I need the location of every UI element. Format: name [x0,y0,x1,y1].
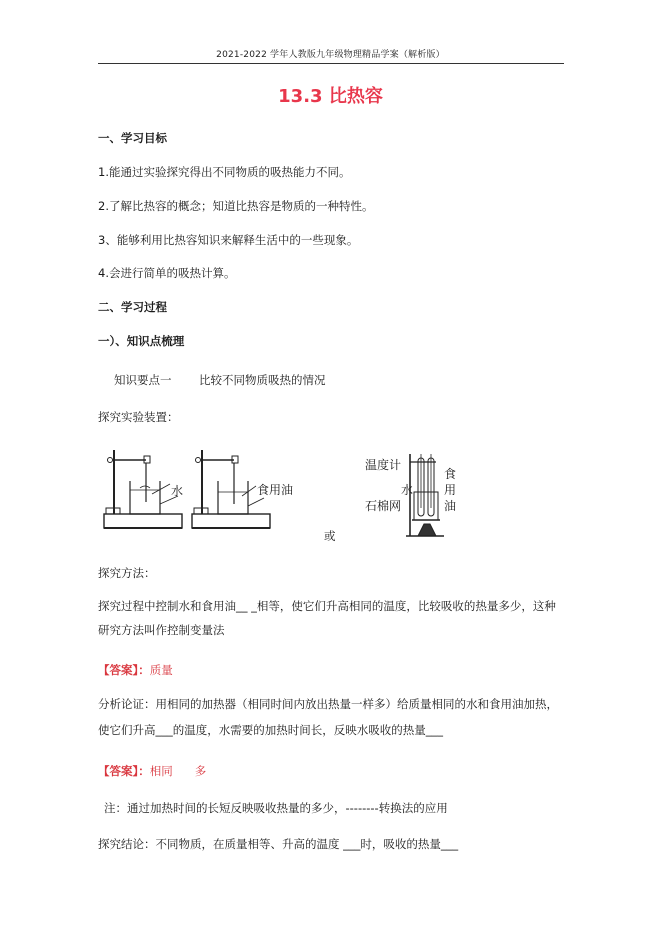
answer-1-value: 质量 [149,663,173,677]
section2-heading: 二、学习过程 [98,300,167,314]
method-line-1: 探究过程中控制水和食用油__ _相等，使它们升高相同的温度，比较吸收的热量多少，这种 [98,599,556,613]
apparatus-label: 探究实验装置： [98,410,179,424]
answer-1 [98,662,173,678]
objective-item-1: 1.能通过实验探究得出不同物质的吸热能力不同。 [98,165,351,179]
answer-2 [98,763,206,779]
oil-label-2-line2: 用 [444,483,457,497]
answer-2-value-1: 相同 [149,764,173,778]
note: 注：通过加热时间的长短反映吸收热量的多少，--------转换法的应用 [104,801,448,815]
water-label-2: 水 [401,483,414,497]
or-label: 或 [324,529,336,543]
method-label: 探究方法： [98,566,156,580]
analysis-line-1: 分析论证：用相同的加热器（相同时间内放出热量一样多）给质量相同的水和食用油加热， [98,697,558,711]
header-rule [98,63,564,64]
oil-label-2-line1: 食 [444,467,457,481]
answer-2-value-2: 多 [194,764,207,778]
water-label: 水 [171,484,184,498]
conclusion: 探究结论：不同物质，在质量相等、升高的温度 ___时，吸收的热量___ [98,837,459,851]
knowledge-point-title: 比较不同物质吸热的情况 [199,373,326,387]
objective-item-3: 3、能够利用比热容知识来解释生活中的一些现象。 [98,233,359,247]
oil-label-2-line3: 油 [444,499,457,513]
analysis-line-2: 使它们升高___的温度，水需要的加热时间长，反映水吸收的热量___ [98,723,443,737]
thermometer-label: 温度计 [365,458,402,472]
answer-2-label: 【答案】： [98,764,150,778]
page-title: 13.3 比热容 [278,86,383,107]
method-line-2: 研究方法叫作控制变量法 [98,623,225,637]
answer-1-label: 【答案】： [98,663,150,677]
knowledge-point-label: 知识要点一 [114,373,172,387]
objective-item-4: 4.会进行简单的吸热计算。 [98,266,236,280]
running-header: 2021-2022 学年人教版九年级物理精品学案（解析版） [216,50,445,60]
section1-heading: 一、学习目标 [98,131,167,145]
objective-item-2: 2.了解比热容的概念；知道比热容是物质的一种特性。 [98,199,374,213]
section2-subheading: 一）、知识点梳理 [98,334,185,348]
asbestos-net-label: 石棉网 [365,499,402,513]
oil-label: 食用油 [257,483,294,497]
